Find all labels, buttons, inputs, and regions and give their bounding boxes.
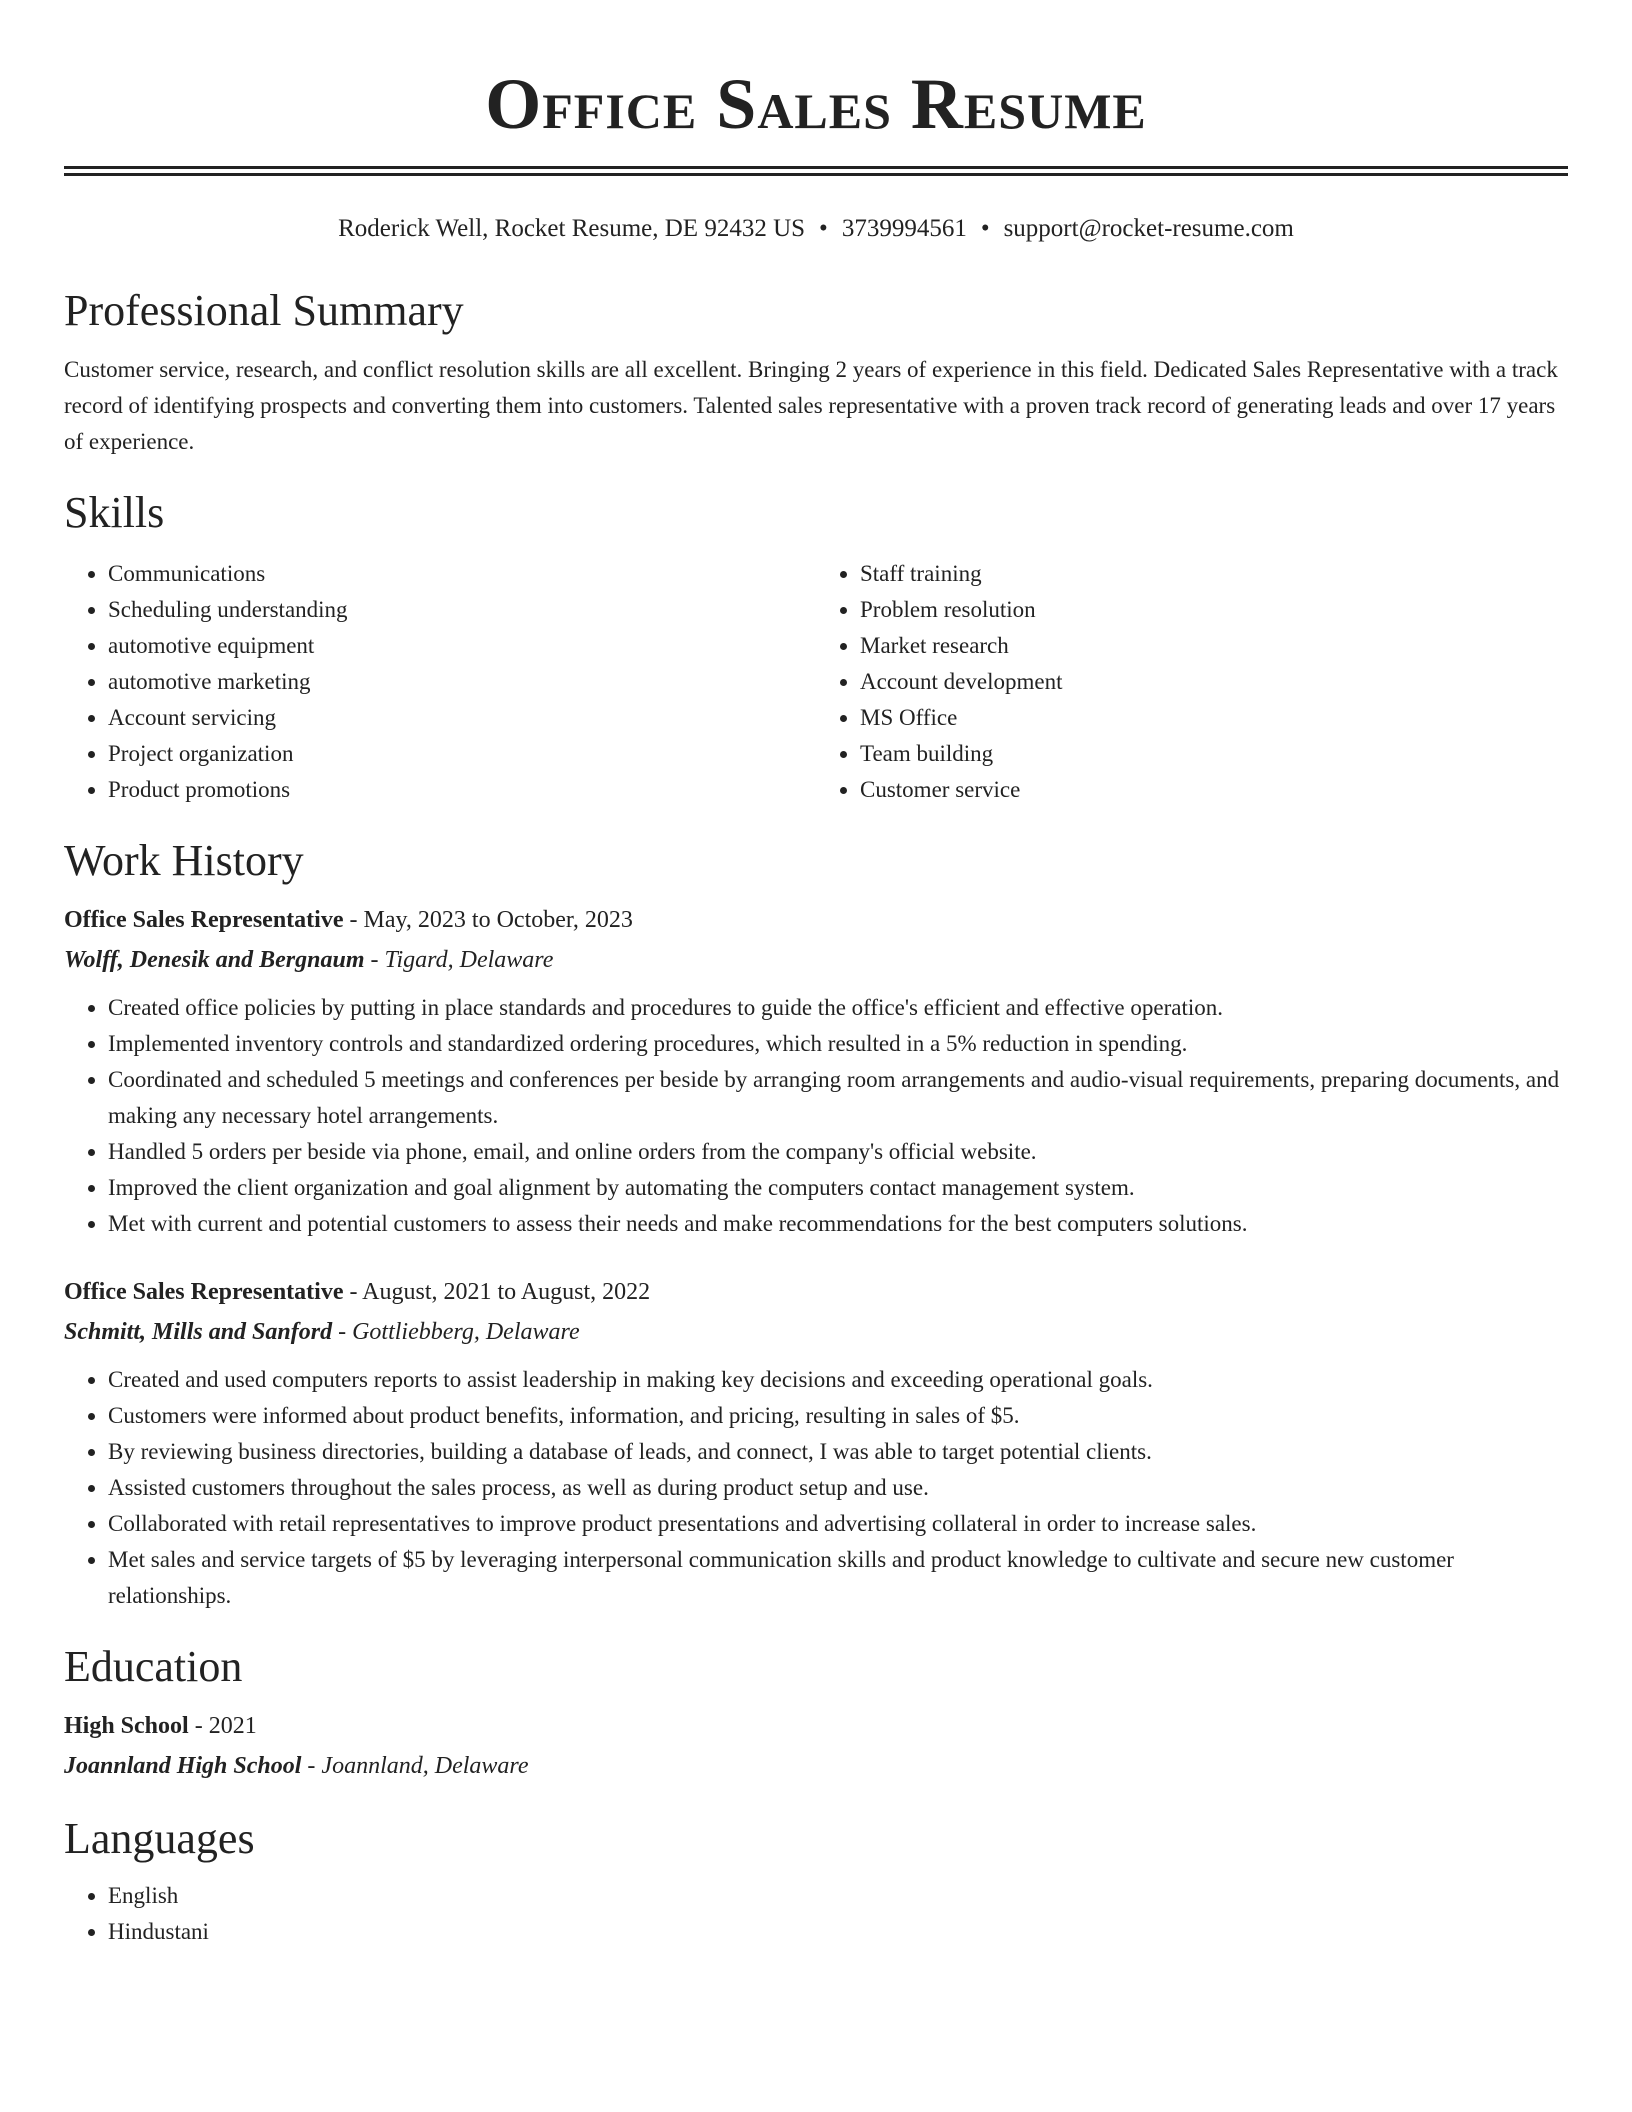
skill-item: • Account development <box>860 664 1568 700</box>
job-role: Office Sales Representative <box>64 907 344 933</box>
education-school-line <box>64 1746 1568 1786</box>
education-header <box>64 1706 1568 1746</box>
education-heading: Education <box>64 1642 243 1691</box>
skill-item: • Staff training <box>860 556 1568 592</box>
job-bullet: • Collaborated with retail representatives to improve product presentations and advertising collateral in order to increase sales. <box>108 1506 1568 1542</box>
job-company: Schmitt, Mills and Sanford <box>64 1319 333 1345</box>
job-company: Wolff, Denesik and Bergnaum <box>64 947 365 973</box>
job-header <box>64 900 1568 940</box>
job-dates: - August, 2021 to August, 2022 <box>343 1279 651 1305</box>
job-bullet: • Created and used computers reports to assist leadership in making key decisions and exceeding operational goals. <box>108 1362 1568 1398</box>
job-bullet-list <box>64 990 1568 1242</box>
job-entry <box>64 900 1568 1242</box>
skill-item: • Product promotions <box>108 772 816 808</box>
job-location: - Gottliebberg, Delaware <box>332 1319 580 1345</box>
job-bullet: • Improved the client organization and goal alignment by automating the computers contact management system. <box>108 1170 1568 1206</box>
job-bullet: • Handled 5 orders per beside via phone, email, and online orders from the company's official website. <box>108 1134 1568 1170</box>
contact-phone: 3739994561 <box>841 215 967 242</box>
skill-item: • Customer service <box>860 772 1568 808</box>
language-item: • Hindustani <box>108 1914 1568 1950</box>
job-employer <box>64 1312 1568 1352</box>
job-entry <box>64 1272 1568 1614</box>
summary-text: Customer service, research, and conflict resolution skills are all excellent. Bringing 2 years of experience in this field. Dedicated Sales Representative with a track record of identifying prospects and converting them into customers. Talented sales representative with a proven track record of generating leads and over 17 years of experience. <box>64 357 1558 454</box>
job-location: - Tigard, Delaware <box>364 947 554 973</box>
job-employer <box>64 940 1568 980</box>
skills-columns <box>64 556 1568 808</box>
job-bullet: • Coordinated and scheduled 5 meetings and conferences per beside by arranging room arrangements and audio-visual requirements, preparing documents, and making any necessary hotel arrangements. <box>108 1062 1568 1134</box>
job-dates: - May, 2023 to October, 2023 <box>343 907 633 933</box>
contact-line <box>64 214 1568 244</box>
languages-section <box>64 1812 1568 1950</box>
education-degree: High School <box>64 1713 189 1739</box>
skill-item: • MS Office <box>860 700 1568 736</box>
work-history-section <box>64 834 1568 1614</box>
skill-item: • Market research <box>860 628 1568 664</box>
work-history-heading: Work History <box>64 836 304 885</box>
skill-item: • Scheduling understanding <box>108 592 816 628</box>
contact-separator: • <box>980 215 990 242</box>
skills-section <box>64 486 1568 808</box>
skills-list-left <box>64 556 816 808</box>
skill-item: • automotive marketing <box>108 664 816 700</box>
skill-item: • Communications <box>108 556 816 592</box>
contact-email: support@rocket-resume.com <box>1003 215 1294 242</box>
languages-heading: Languages <box>64 1814 255 1863</box>
title-divider <box>64 166 1568 176</box>
skill-item: • automotive equipment <box>108 628 816 664</box>
skill-item: • Problem resolution <box>860 592 1568 628</box>
summary-heading: Professional Summary <box>64 286 464 335</box>
education-location: - Joannland, Delaware <box>301 1753 529 1779</box>
education-section <box>64 1640 1568 1786</box>
summary-section <box>64 284 1568 460</box>
job-bullet: • Met sales and service targets of $5 by leveraging interpersonal communication skills and product knowledge to cultivate and secure new customer relationships. <box>108 1542 1568 1614</box>
job-bullet: • Implemented inventory controls and standardized ordering procedures, which resulted in a 5% reduction in spending. <box>108 1026 1568 1062</box>
languages-list <box>64 1878 1568 1950</box>
education-school: Joannland High School <box>64 1753 302 1779</box>
contact-address: Roderick Well, Rocket Resume, DE 92432 US <box>338 215 806 242</box>
skill-item: • Project organization <box>108 736 816 772</box>
job-role: Office Sales Representative <box>64 1279 344 1305</box>
page-title: Office Sales Resume <box>485 64 1147 144</box>
contact-separator: • <box>819 215 828 242</box>
education-year: - 2021 <box>188 1713 257 1739</box>
skill-item: • Team building <box>860 736 1568 772</box>
job-bullet: • Created office policies by putting in place standards and procedures to guide the office's efficient and effective operation. <box>108 990 1568 1026</box>
job-bullet: • By reviewing business directories, building a database of leads, and connect, I was able to target potential clients. <box>108 1434 1568 1470</box>
job-bullet: • Customers were informed about product benefits, information, and pricing, resulting in sales of $5. <box>108 1398 1568 1434</box>
skills-list-right <box>816 556 1568 808</box>
skills-heading: Skills <box>64 488 165 537</box>
job-bullet: • Assisted customers throughout the sales process, as well as during product setup and use. <box>108 1470 1568 1506</box>
skill-item: • Account servicing <box>108 700 816 736</box>
job-header <box>64 1272 1568 1312</box>
job-bullet-list <box>64 1362 1568 1614</box>
language-item: • English <box>108 1878 1568 1914</box>
job-bullet: • Met with current and potential customers to assess their needs and make recommendations for the best computers solutions. <box>108 1206 1568 1242</box>
